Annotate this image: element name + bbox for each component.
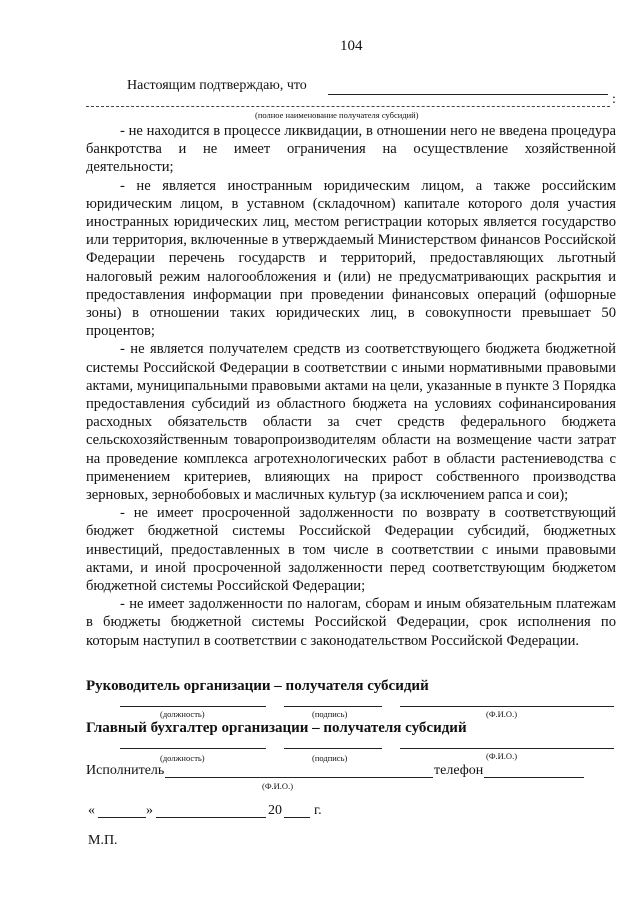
date-close-quote: »: [146, 803, 153, 818]
head-position-line: [120, 706, 266, 707]
stamp-label: М.П.: [88, 833, 118, 848]
accountant-position-line: [120, 748, 266, 749]
condition-paragraph: - не имеет просроченной задолженности по возврату в соответствующий бюджет бюджетной системы Российской Федерации субсидий, бюджетных инвестиций, предоставленных в том числе в соответствии с иными правовыми актами, и иной просроченной задолженности перед соответствующим бюджетом бюджетной системы Российской Федерации;: [86, 505, 616, 595]
head-fio-line: [400, 706, 614, 707]
executor-label: Исполнитель: [86, 763, 165, 778]
executor-fio-caption: (Ф.И.О.): [262, 781, 294, 791]
condition-paragraph: - не является иностранным юридическим лицом, а также российским юридическим лицом, в уставном (складочном) капитале которого доля участия иностранных юридических лиц, местом регистрации которых является государство или территория, включенные в утверждаемый Министерством финансов Российской Федерации перечень государств и территорий, предоставляющих льготный налоговый режим налогообложения и (или) не предусматривающих раскрытия и предоставления информации при проведении финансовых операций (офшорные зоны) в отношении таких юридических лиц, в совокупности превышает 50 процентов;: [86, 177, 616, 340]
year-suffix: г.: [314, 803, 322, 818]
date-year-line: [284, 817, 310, 818]
phone-label: телефон: [434, 763, 484, 778]
conditions-body: [86, 122, 616, 650]
page-number: 104: [340, 38, 363, 54]
year-prefix: 20: [268, 803, 282, 818]
accountant-signature-line: [284, 748, 382, 749]
accountant-signature-caption: (подпись): [312, 753, 348, 763]
head-signature-caption: (подпись): [312, 709, 348, 719]
recipient-caption: (полное наименование получателя субсидий): [255, 110, 419, 120]
accountant-fio-line: [400, 748, 614, 749]
head-position-caption: (должность): [160, 709, 205, 719]
condition-paragraph: - не имеет задолженности по налогам, сборам и иным обязательным платежам в бюджеты бюджетной системы Российской Федерации, срок исполнения по которым наступил в соответствии с законодательством Российской Федерации.: [86, 596, 616, 649]
head-fio-caption: (Ф.И.О.): [486, 709, 518, 719]
head-signature-line: [284, 706, 382, 707]
condition-paragraph: - не находится в процессе ликвидации, в отношении него не введена процедура банкротства и не имеет ограничения на осуществление хозяйственной деятельности;: [86, 123, 616, 176]
recipient-name-line-1: [328, 94, 608, 95]
accountant-position-caption: (должность): [160, 753, 205, 763]
date-month-line: [156, 817, 266, 818]
recipient-name-line-2: [86, 106, 610, 107]
executor-fio-line: [165, 777, 433, 778]
confirm-text: Настоящим подтверждаю, что: [127, 78, 307, 93]
condition-paragraph: - не является получателем средств из соответствующего бюджета бюджетной системы Российской Федерации в соответствии с иными нормативными правовыми актами, муниципальными правовыми актами на цели, указанные в пункте 3 Порядка предоставления субсидий из областного бюджета на условиях софинансирования расходных обязательств области за счет средств федерального бюджета сельскохозяйственным товаропроизводителям области на возмещение части затрат на проведение комплекса агротехнологических работ в области растениеводства с применением критериев, влияющих на прирост собственного производства зерновых, зернобобовых и масличных культур (за исключением рапса и сои);: [86, 341, 616, 504]
phone-line: [484, 777, 584, 778]
colon: :: [612, 92, 616, 107]
head-title: Руководитель организации – получателя субсидий: [86, 678, 429, 694]
date-day-line: [98, 817, 146, 818]
accountant-title: Главный бухгалтер организации – получателя субсидий: [86, 720, 467, 736]
accountant-fio-caption: (Ф.И.О.): [486, 751, 518, 761]
date-open-quote: «: [88, 803, 95, 818]
